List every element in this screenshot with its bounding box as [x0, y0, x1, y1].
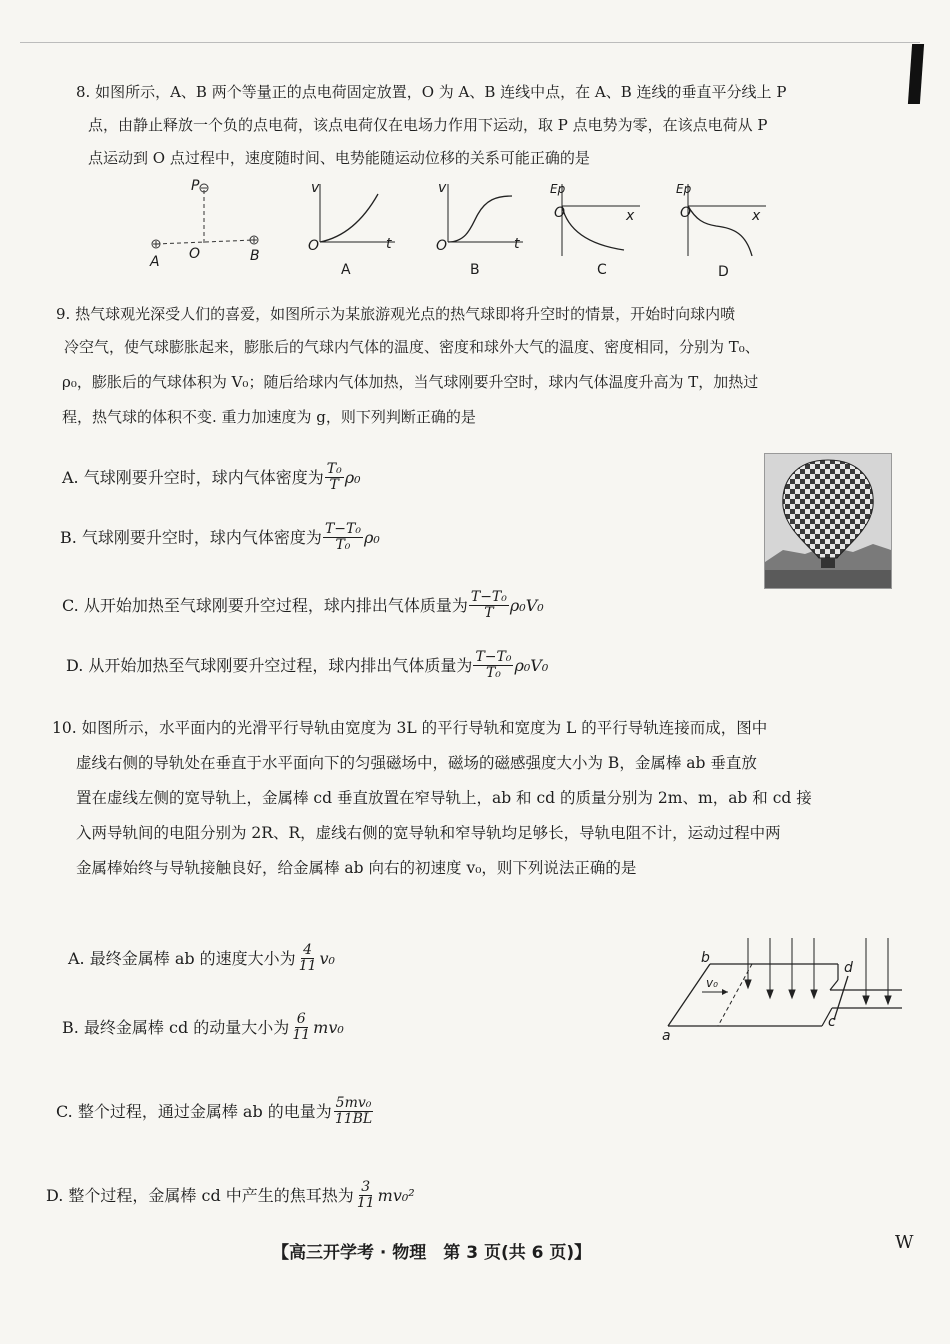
label-rod-d: d [844, 960, 853, 976]
curve-a [320, 194, 378, 242]
velocity-arrow-icon [722, 989, 728, 995]
graph-b-origin: O [436, 238, 448, 254]
ab-dashed-line [156, 240, 254, 244]
q9-option-c: C. 从开始加热至气球刚要升空过程，球内排出气体质量为 $\frac{\text{T−T₀}}{T}$ ρ₀V₀ [62, 589, 544, 621]
label-p: P [191, 178, 200, 194]
q10-line3: 置在虚线左侧的宽导轨上，金属棒 cd 垂直放置在窄导轨上，ab 和 cd 的质量分别为 2m、m，ab 和 cd 接 [76, 789, 812, 807]
rod-ab [668, 964, 710, 1026]
graph-c-label: C [597, 262, 607, 278]
curve-c [562, 206, 624, 250]
q8-line2: 点，由静止释放一个负的点电荷，该点电荷仅在电场力作用下运动，取 P 点电势为零，在该点电荷从 P [88, 116, 768, 134]
q10-option-d: D. 整个过程，金属棒 cd 中产生的焦耳热为 $\frac{3}{11}$ mv₀² [46, 1179, 415, 1211]
q10-line1: 10. 如图所示，水平面内的光滑平行导轨由宽度为 3L 的平行导轨和宽度为 L 的平行导轨连接而成，图中 [52, 719, 768, 737]
graph-d-ylabel: Ep [676, 182, 692, 196]
label-rod-b: b [701, 950, 710, 966]
graph-c-ylabel: Ep [550, 182, 566, 196]
graph-a-ylabel: v [311, 180, 320, 196]
label-a: A [150, 254, 160, 270]
graph-a-xlabel: t [386, 236, 392, 252]
q10-option-b: B. 最终金属棒 cd 的动量大小为 $\frac{6}{11}$ mv₀ [62, 1011, 344, 1043]
label-o: O [189, 246, 201, 262]
graph-b-label: B [470, 262, 480, 278]
q8-line1: 8. 如图所示，A、B 两个等量正的点电荷固定放置，O 为 A、B 连线中点，在 A、B 连线的垂直平分线上 P [76, 83, 787, 101]
scan-edge-mark [908, 44, 924, 104]
hot-air-balloon-photo [764, 453, 892, 589]
q9-option-d: D. 从开始加热至气球刚要升空过程，球内排出气体质量为 $\frac{\text{T−T₀}}{\text{T₀}}$ ρ₀V₀ [66, 649, 549, 681]
q8-line3: 点运动到 O 点过程中，速度随时间、电势能随运动位移的关系可能正确的是 [88, 149, 590, 167]
q9-option-a: A. 气球刚要升空时，球内气体密度为 $\frac{\text{T₀}}{T}$ ρ₀ [62, 461, 361, 493]
top-rule [20, 42, 920, 43]
q9-line1: 9. 热气球观光深受人们的喜爱，如图所示为某旅游观光点的热气球即将升空时的情景，开始时向球内喷 [56, 305, 736, 323]
field-boundary [718, 964, 752, 1026]
label-rod-c: c [828, 1014, 836, 1030]
page-mark: W [895, 1232, 914, 1253]
graph-d-label: D [718, 264, 729, 280]
graph-a-origin: O [308, 238, 320, 254]
q10-option-a: A. 最终金属棒 ab 的速度大小为 $\frac{4}{11}$ v₀ [68, 942, 335, 974]
magnetic-field-arrows-icon [745, 938, 891, 1004]
label-rod-a: a [662, 1028, 671, 1044]
graph-a-label: A [341, 262, 351, 278]
q10-line5: 金属棒始终与导轨接触良好，给金属棒 ab 向右的初速度 v₀，则下列说法正确的是 [76, 859, 637, 877]
q9-option-b: B. 气球刚要升空时，球内气体密度为 $\frac{\text{T−T₀}}{\text{T₀}}$ ρ₀ [60, 521, 380, 553]
curve-d [688, 206, 752, 256]
graph-d-xlabel: x [752, 208, 761, 224]
q10-rail-figure [652, 930, 912, 1050]
label-b: B [250, 248, 260, 264]
graph-d-origin: O [680, 205, 692, 221]
q10-option-c: C. 整个过程，通过金属棒 ab 的电量为 $\frac{\text{5mv₀}}{11BL}$ [56, 1095, 373, 1127]
graph-c-xlabel: x [626, 208, 635, 224]
graph-b-ylabel: v [438, 180, 447, 196]
label-velocity: v₀ [706, 976, 718, 990]
graph-c-origin: O [554, 205, 566, 221]
q9-line2: 冷空气，使气球膨胀起来，膨胀后的气球内气体的温度、密度和球外大气的温度、密度相同，分别为 T₀、 [64, 338, 760, 356]
q10-line4: 入两导轨间的电阻分别为 2R、R，虚线右侧的宽导轨和窄导轨均足够长，导轨电阻不计，运动过程中两 [76, 824, 781, 842]
curve-b [448, 196, 512, 242]
q9-line4: 程，热气球的体积不变. 重力加速度为 g，则下列判断正确的是 [62, 408, 476, 426]
page-footer: 【高三开学考 · 物理 第 3 页(共 6 页)】 [272, 1243, 592, 1263]
q10-line2: 虚线右侧的导轨处在垂直于水平面向下的匀强磁场中，磁场的磁感强度大小为 B，金属棒 ab 垂直放 [76, 754, 757, 772]
q9-line3: ρ₀，膨胀后的气球体积为 V₀；随后给球内气体加热，当气球刚要升空时，球内气体温度升高为 T，加热过 [62, 373, 759, 391]
graph-b-xlabel: t [514, 236, 520, 252]
